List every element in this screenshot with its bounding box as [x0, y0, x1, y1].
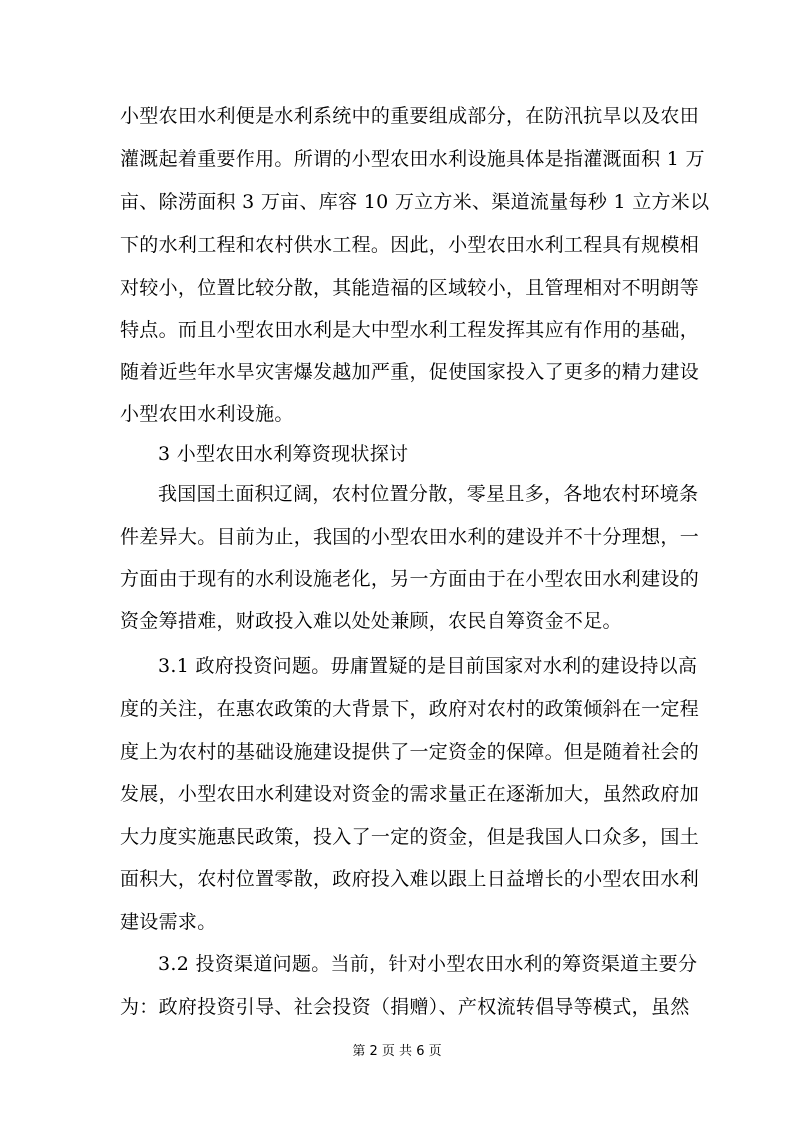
body-text-line: 建设需求。	[120, 911, 217, 933]
section-heading: 3 小型农田水利筹资现状探讨	[158, 443, 409, 465]
body-text-line: 大力度实施惠民政策，投入了一定的资金，但是我国人口众多，国土	[120, 826, 700, 848]
body-text-line: 为：政府投资引导、社会投资（捐赠）、产权流转倡导等模式，虽然	[120, 996, 690, 1018]
body-text-line: 小型农田水利设施。	[120, 403, 294, 425]
page-number-footer: 第 2 页 共 6 页	[352, 1044, 442, 1059]
body-text-line: 3.1 政府投资问题。毋庸置疑的是目前国家对水利的建设持以高	[158, 655, 698, 677]
body-text-line: 度上为农村的基础设施建设提供了一定资金的保障。但是随着社会的	[120, 741, 700, 763]
body-text-line: 特点。而且小型农田水利是大中型水利工程发挥其应有作用的基础，	[120, 319, 700, 341]
body-text-line: 随着近些年水旱灾害爆发越加严重，促使国家投入了更多的精力建设	[120, 361, 700, 383]
body-text-line: 灌溉起着重要作用。所谓的小型农田水利设施具体是指灌溉面积 1 万	[120, 148, 705, 170]
body-text-line: 亩、除涝面积 3 万亩、库容 10 万立方米、渠道流量每秒 1 立方米以	[120, 191, 710, 213]
body-text-line: 3.2 投资渠道问题。当前，针对小型农田水利的筹资渠道主要分	[158, 953, 698, 975]
body-text-line: 发展，小型农田水利建设对资金的需求量正在逐渐加大，虽然政府加	[120, 783, 700, 805]
body-text-line: 件差异大。目前为止，我国的小型农田水利的建设并不十分理想，一	[120, 526, 700, 548]
body-text-line: 方面由于现有的水利设施老化，另一方面由于在小型农田水利建设的	[120, 568, 700, 590]
body-text-line: 小型农田水利便是水利系统中的重要组成部分，在防汛抗旱以及农田	[120, 105, 700, 127]
body-text-line: 我国国土面积辽阔，农村位置分散，零星且多，各地农村环境条	[158, 483, 699, 505]
body-text-line: 下的水利工程和农村供水工程。因此，小型农田水利工程具有规模相	[120, 234, 700, 256]
body-text-line: 资金筹措难，财政投入难以处处兼顾，农民自筹资金不足。	[120, 610, 622, 632]
body-text-line: 对较小，位置比较分散，其能造福的区域较小，且管理相对不明朗等	[120, 277, 700, 299]
body-text-line: 度的关注，在惠农政策的大背景下，政府对农村的政策倾斜在一定程	[120, 698, 700, 720]
body-text-line: 面积大，农村位置零散，政府投入难以跟上日益增长的小型农田水利	[120, 868, 700, 890]
